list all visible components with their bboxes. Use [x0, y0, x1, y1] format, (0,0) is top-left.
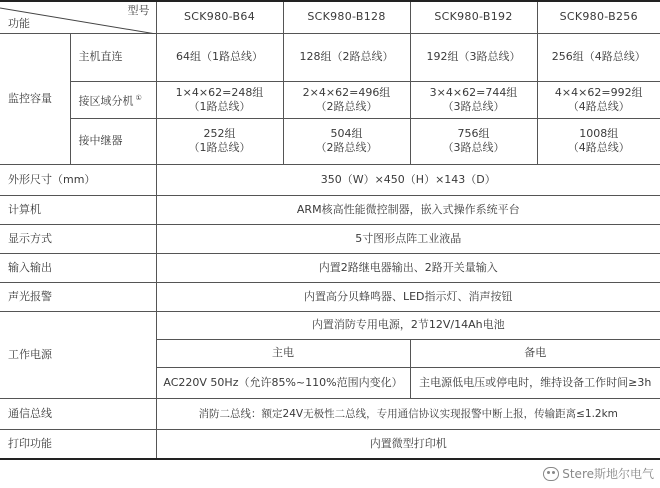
corner-function-label: 功能 — [8, 16, 30, 30]
watermark-text: Stere斯地尔电气 — [562, 467, 654, 481]
wechat-icon — [543, 467, 559, 481]
capacity-cell — [537, 118, 660, 164]
capacity-bus: （4路总线） — [567, 99, 630, 113]
bus-value: 消防二总线：额定24V无极性二总线，专用通信协议实现报警中断上报，传输距离≤1.2km — [156, 398, 660, 429]
dimension-value: 350（W）×450（H）×143（D） — [156, 164, 660, 195]
corner-model-label: 型号 — [127, 4, 150, 17]
backup-power-title: 备电 — [410, 339, 660, 367]
header-corner-cell — [0, 1, 156, 33]
capacity-value: 504组 — [330, 127, 363, 140]
model-header: SCK980-B64 — [156, 1, 283, 33]
model-header: SCK980-B256 — [537, 1, 660, 33]
dimension-label: 外形尺寸（mm） — [0, 164, 156, 195]
display-value: 5寸图形点阵工业液晶 — [156, 224, 660, 253]
capacity-value: 252组 — [203, 127, 236, 140]
zone-label-text: 接区域分机 — [78, 94, 134, 108]
power-top-value: 内置消防专用电源，2节12V/14Ah电池 — [156, 311, 660, 339]
capacity-bus: （4路总线） — [567, 141, 630, 154]
alarm-label: 声光报警 — [0, 282, 156, 311]
row-label-direct: 主机直连 — [70, 33, 156, 81]
capacity-value: 1008组 — [579, 127, 619, 140]
capacity-cell — [410, 81, 537, 118]
capacity-cell — [156, 118, 283, 164]
model-header: SCK980-B192 — [410, 1, 537, 33]
backup-power-value: 主电源低电压或停电时，维持设备工作时间≥3h — [410, 367, 660, 398]
capacity-cell: 64组（1路总线） — [156, 33, 283, 81]
capacity-value: 2×4×62=496组 — [302, 85, 391, 99]
capacity-cell — [156, 81, 283, 118]
main-power-title: 主电 — [156, 339, 410, 367]
print-label: 打印功能 — [0, 429, 156, 459]
capacity-cell: 192组（3路总线） — [410, 33, 537, 81]
io-label: 输入输出 — [0, 253, 156, 282]
computer-value: ARM核高性能微控制器，嵌入式操作系统平台 — [156, 195, 660, 224]
capacity-value: 756组 — [457, 127, 490, 140]
capacity-value: 3×4×62=744组 — [429, 85, 518, 99]
io-value: 内置2路继电器输出、2路开关量输入 — [156, 253, 660, 282]
watermark — [543, 465, 654, 482]
capacity-cell — [537, 81, 660, 118]
computer-label: 计算机 — [0, 195, 156, 224]
alarm-value: 内置高分贝蜂鸣器、LED指示灯、消声按钮 — [156, 282, 660, 311]
capacity-bus: （1路总线） — [188, 141, 251, 154]
capacity-value: 1×4×62=248组 — [175, 85, 264, 99]
power-label: 工作电源 — [0, 311, 156, 398]
capacity-bus: （3路总线） — [442, 141, 505, 154]
row-label-relay: 接中继器 — [70, 118, 156, 164]
row-label-zone — [70, 81, 156, 118]
capacity-bus: （3路总线） — [442, 99, 505, 113]
capacity-bus: （1路总线） — [188, 99, 251, 113]
capacity-bus: （2路总线） — [315, 141, 378, 154]
capacity-value: 4×4×62=992组 — [554, 85, 643, 99]
monitor-capacity-label: 监控容量 — [0, 33, 70, 164]
print-value: 内置微型打印机 — [156, 429, 660, 459]
main-power-value: AC220V 50Hz（允许85%~110%范围内变化） — [156, 367, 410, 398]
footnote-mark: ① — [135, 93, 142, 102]
model-header: SCK980-B128 — [283, 1, 410, 33]
bus-label: 通信总线 — [0, 398, 156, 429]
display-label: 显示方式 — [0, 224, 156, 253]
capacity-cell: 256组（4路总线） — [537, 33, 660, 81]
capacity-cell — [283, 118, 410, 164]
capacity-cell — [410, 118, 537, 164]
capacity-cell — [283, 81, 410, 118]
capacity-cell: 128组（2路总线） — [283, 33, 410, 81]
capacity-bus: （2路总线） — [315, 99, 378, 113]
